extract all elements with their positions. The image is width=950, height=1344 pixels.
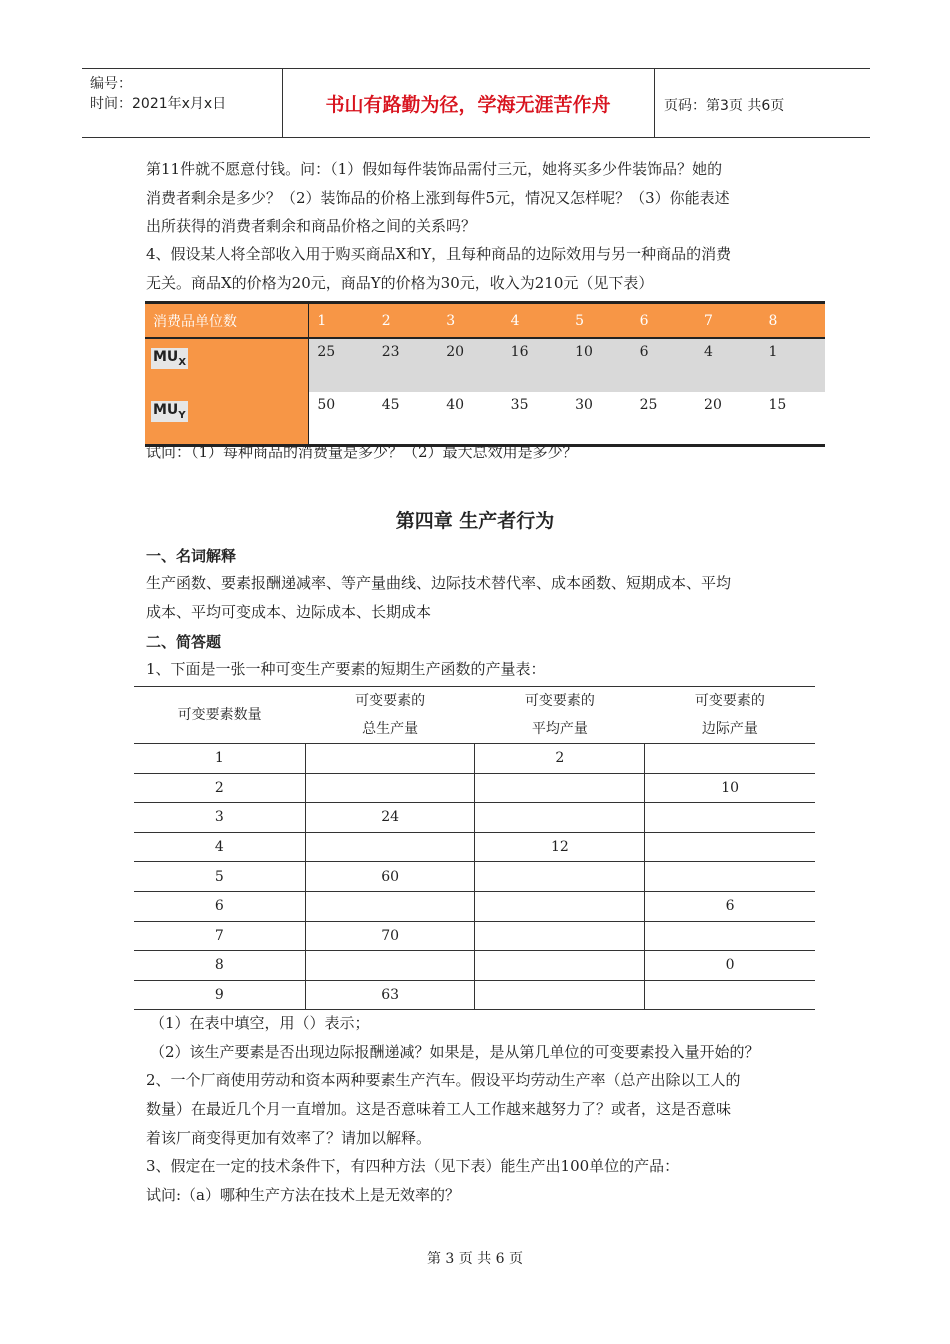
table-cell: 25: [309, 338, 374, 392]
table-cell: [475, 891, 645, 921]
table-row: [134, 921, 815, 951]
table-cell: 4: [696, 338, 760, 392]
table-cell: [475, 980, 645, 1010]
table-row: [134, 862, 815, 892]
table-row: [134, 744, 815, 774]
header-code: 编号：: [90, 76, 132, 92]
table-cell: [305, 891, 475, 921]
paragraph-line: 1、下面是一张一种可变生产要素的短期生产函数的产量表：: [146, 660, 546, 678]
header-cell: 1: [309, 303, 374, 339]
table-row: [134, 891, 815, 921]
table-cell: [305, 744, 475, 774]
header-cell: 6: [632, 303, 696, 339]
table-cell: 4: [134, 832, 305, 862]
table-row: [134, 832, 815, 862]
row-label-mux: [145, 338, 309, 392]
table-cell: 9: [134, 980, 305, 1010]
header-motto: 书山有路勤为径，学海无涯苦作舟: [282, 69, 655, 137]
table-cell: [645, 803, 815, 833]
table-cell: 1: [760, 338, 825, 392]
table-cell: 10: [645, 773, 815, 803]
paragraph-line: 试问:（a）哪种生产方法在技术上是无效率的？: [146, 1186, 460, 1204]
table-cell: [305, 951, 475, 981]
table-cell: 40: [438, 392, 502, 446]
question-text: 试问：（1）每种商品的消费量是多少？（2）最大总效用是多少？: [146, 443, 578, 461]
header-cell: 可变要素的 平均产量: [475, 687, 645, 744]
section-heading: 一、名词解释: [146, 547, 237, 565]
header-cell: 可变要素数量: [134, 687, 305, 744]
mux-label: $MU_X$: [153, 349, 187, 368]
paragraph-line: 消费者剩余是多少？（2）装饰品的价格上涨到每件5元，情况又怎样呢？（3）你能表述: [146, 189, 730, 207]
table-cell: 24: [305, 803, 475, 833]
table-header-row: [134, 687, 815, 744]
table-cell: 35: [503, 392, 567, 446]
table-cell: 0: [645, 951, 815, 981]
paragraph-line: 出所获得的消费者剩余和商品价格之间的关系吗？: [146, 217, 477, 235]
table-cell: 1: [134, 744, 305, 774]
table-cell: 20: [696, 392, 760, 446]
header-cell: 可变要素的 总生产量: [305, 687, 475, 744]
header-cell: 7: [696, 303, 760, 339]
table-cell: 6: [645, 891, 815, 921]
header-cell: 5: [567, 303, 631, 339]
paragraph-line: 无关。商品X的价格为20元，商品Y的价格为30元，收入为210元（见下表）: [146, 274, 654, 292]
table-cell: [645, 921, 815, 951]
table-cell: 70: [305, 921, 475, 951]
paragraph-line: （2）该生产要素是否出现边际报酬递减？如果是，是从第几单位的可变要素投入量开始的？: [150, 1043, 760, 1061]
header-page-number: 页码：第3页 共6页: [664, 98, 785, 114]
table-cell: 45: [374, 392, 438, 446]
table-cell: 2: [475, 744, 645, 774]
row-label-muy: [145, 392, 309, 446]
table-cell: [475, 951, 645, 981]
paragraph-line: 第11件就不愿意付钱。问：（1）假如每件装饰品需付三元，她将买多少件装饰品？她的: [146, 160, 723, 178]
table-cell: [475, 862, 645, 892]
paragraph-line: 4、假设某人将全部收入用于购买商品X和Y，且每种商品的边际效用与另一种商品的消费: [146, 245, 732, 263]
table-cell: [475, 773, 645, 803]
paragraph-line: 数量）在最近几个月一直增加。这是否意味着工人工作越来越努力了？或者，这是否意味: [146, 1100, 732, 1118]
table-cell: 60: [305, 862, 475, 892]
table-cell: [645, 862, 815, 892]
table-cell: 2: [134, 773, 305, 803]
paragraph-line: 成本、平均可变成本、边际成本、长期成本: [146, 603, 432, 621]
table-cell: 30: [567, 392, 631, 446]
table-cell: [305, 832, 475, 862]
header-cell: 2: [374, 303, 438, 339]
table-header-row: [145, 303, 825, 339]
header-time: 时间：2021年x月x日: [90, 96, 227, 112]
paragraph-line: 着该厂商变得更加有效率了？请加以解释。: [146, 1129, 432, 1147]
paragraph-line: （1）在表中填空，用（）表示；: [150, 1014, 370, 1032]
table-cell: 8: [134, 951, 305, 981]
table-cell: [475, 803, 645, 833]
table-row-mux: [145, 338, 825, 392]
table-cell: 10: [567, 338, 631, 392]
header-cell-units: 消费品单位数: [145, 303, 309, 339]
paragraph-line: 生产函数、要素报酬递减率、等产量曲线、边际技术替代率、成本函数、短期成本、平均: [146, 574, 732, 592]
chapter-title: 第四章 生产者行为: [395, 510, 555, 532]
table-cell: 6: [134, 891, 305, 921]
table-cell: [475, 921, 645, 951]
table-cell: 6: [632, 338, 696, 392]
header-cell: 8: [760, 303, 825, 339]
header-cell: 4: [503, 303, 567, 339]
table-row: [134, 773, 815, 803]
table-cell: 12: [475, 832, 645, 862]
table-cell: [645, 832, 815, 862]
table-cell: 3: [134, 803, 305, 833]
production-table: [134, 686, 815, 1010]
muy-label: $MU_Y$: [153, 402, 186, 421]
marginal-utility-table: [145, 301, 825, 447]
table-cell: 20: [438, 338, 502, 392]
header-cell: 3: [438, 303, 502, 339]
table-cell: [645, 980, 815, 1010]
table-cell: 63: [305, 980, 475, 1010]
table-row: [134, 803, 815, 833]
section-heading: 二、简答题: [146, 633, 222, 651]
table-row-muy: [145, 392, 825, 446]
table-row: [134, 980, 815, 1010]
header-meta: [82, 69, 283, 137]
page-header: [82, 68, 870, 138]
table-cell: [305, 773, 475, 803]
header-cell: 可变要素的 边际产量: [645, 687, 815, 744]
table-cell: 5: [134, 862, 305, 892]
table-cell: 23: [374, 338, 438, 392]
paragraph-line: 3、假定在一定的技术条件下，有四种方法（见下表）能生产出100单位的产品：: [146, 1157, 680, 1175]
table-cell: 15: [760, 392, 825, 446]
page-footer: 第 3 页 共 6 页: [426, 1251, 524, 1267]
table-row: [134, 951, 815, 981]
paragraph-line: 2、一个厂商使用劳动和资本两种要素生产汽车。假设平均劳动生产率（总产出除以工人的: [146, 1071, 741, 1089]
table-cell: 50: [309, 392, 374, 446]
table-cell: 16: [503, 338, 567, 392]
table-cell: 25: [632, 392, 696, 446]
table-cell: [645, 744, 815, 774]
table-cell: 7: [134, 921, 305, 951]
